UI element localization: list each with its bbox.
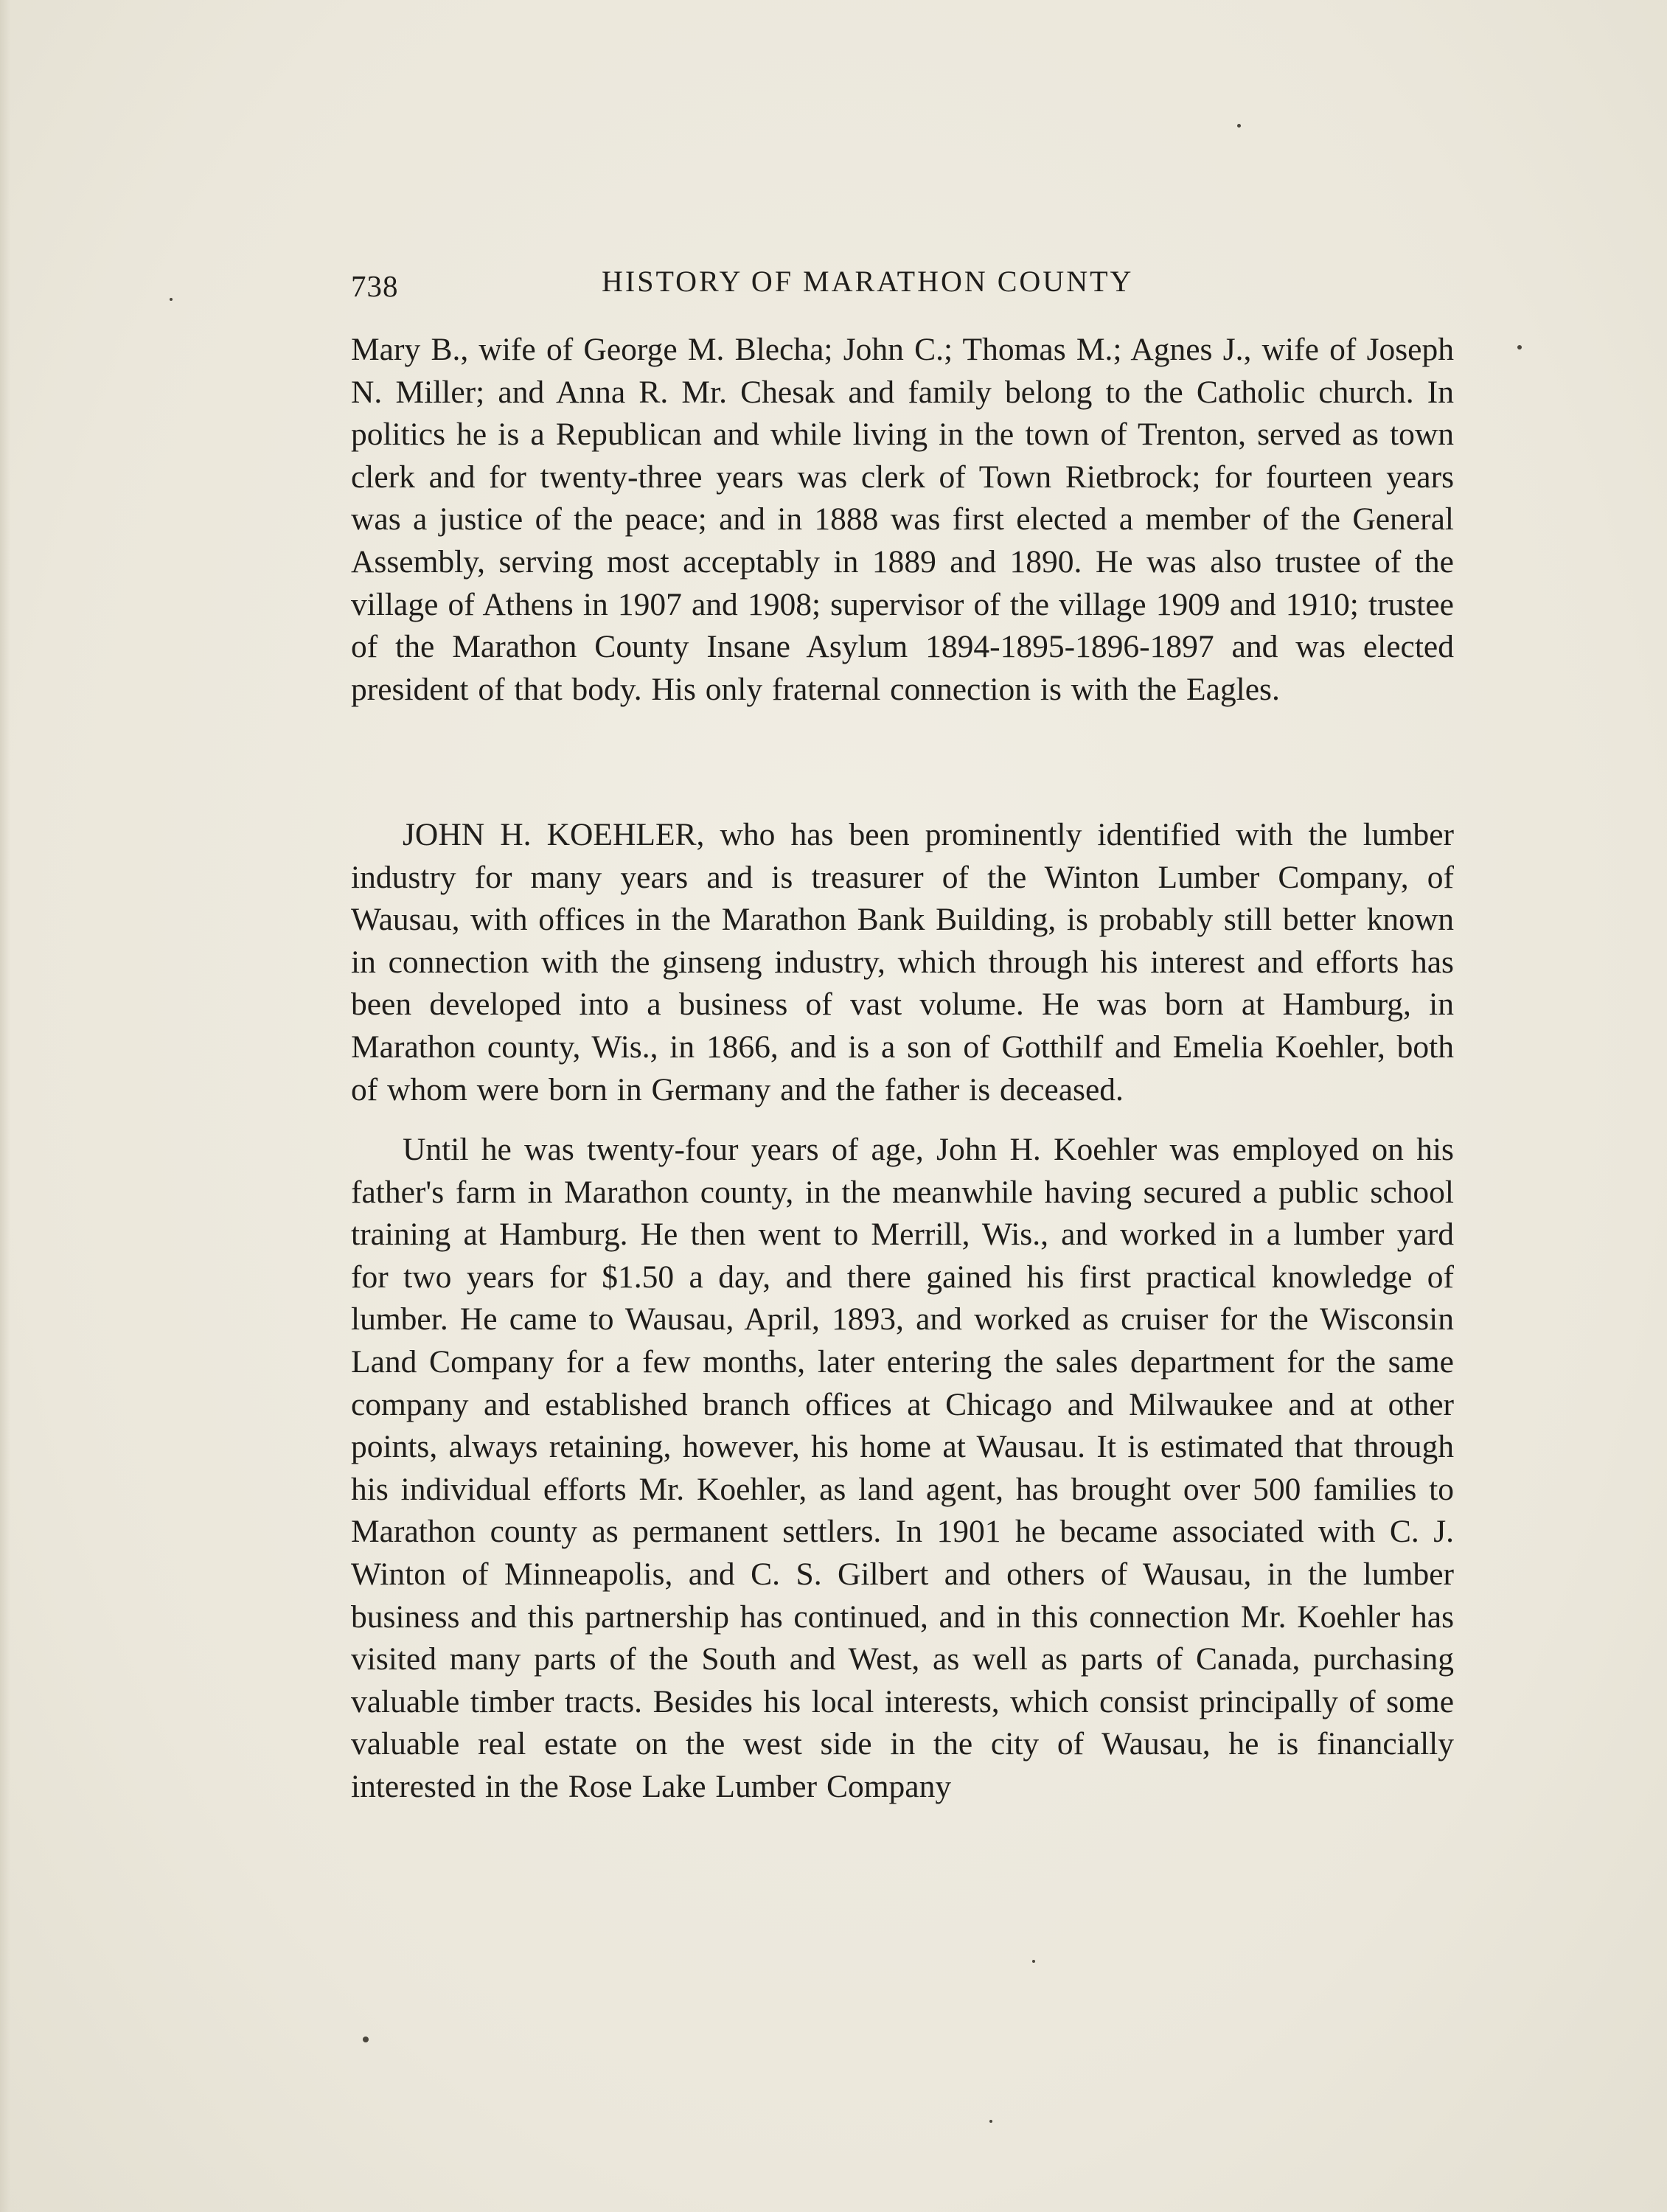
paper-speck [363, 2037, 369, 2042]
paper-speck [1032, 1960, 1035, 1963]
paragraph-koehler-intro [351, 814, 1454, 1111]
page-number: 738 [351, 269, 399, 303]
page-header [351, 264, 1454, 308]
paragraph-koehler-career [351, 1129, 1454, 1809]
running-title: HISTORY OF MARATHON COUNTY [602, 265, 1134, 298]
paragraph-text: Until he was twenty-four years of age, John H. Koehler was employed on his father's farm in Marathon county, in the meanwhile having secured a public school training at Hamburg. He then went to Merrill, Wis., and worked in a lumber yard for two years for $1.50 a day, and there gained his first practical knowledge of lumber. He came to Wausau, April, 1893, and worked as cruiser for the Wisconsin Land Company for a few months, later entering the sales department for the same company and established branch offices at Chicago and Milwaukee and at other points, always retaining, however, his home at Wausau. It is estimated that through his individual efforts Mr. Koehler, as land agent, has brought over 500 families to Marathon county as permanent settlers. In 1901 he became associated with C. J. Winton of Minneapolis, and C. S. Gilbert and others of Wausau, in the lumber business and this partnership has continued, and in this connection Mr. Koehler has visited many parts of the South and West, as well as parts of Canada, purchasing valuable timber tracts. Besides his local interests, which consist principally of some valuable real estate on the west side in the city of Wausau, he is financially interested in the Rose Lake Lumber Company [351, 1132, 1454, 1804]
page-edge-shadow [0, 0, 10, 2212]
paragraph-text: JOHN H. KOEHLER, who has been prominently identified with the lumber industry for many years and is treasurer of the Winton Lumber Company, of Wausau, with offices in the Marathon Bank Building, is probably still better known in connection with the ginseng industry, which through his interest and efforts has been developed into a business of vast volume. He was born at Hamburg, in Marathon county, Wis., in 1866, and is a son of Gotthilf and Emelia Koehler, both of whom were born in Germany and the father is deceased. [351, 817, 1454, 1107]
paragraph-text: Mary B., wife of George M. Blecha; John C.; Thomas M.; Agnes J., wife of Joseph N. Miller; and Anna R. Mr. Chesak and family belong to the Catholic church. In politics he is a Republican and while living in the town of Trenton, served as town clerk and for twenty-three years was clerk of Town Rietbrock; for fourteen years was a justice of the peace; and in 1888 was first elected a member of the General Assembly, serving most acceptably in 1889 and 1890. He was also trustee of the village of Athens in 1907 and 1908; supervisor of the village 1909 and 1910; trustee of the Marathon County Insane Asylum 1894-1895-1896-1897 and was elected president of that body. His only fraternal connection is with the Eagles. [351, 332, 1454, 707]
paragraph-chesak-continued [351, 329, 1454, 711]
paper-speck [1237, 124, 1241, 128]
paper-speck [170, 298, 173, 301]
paper-speck [1517, 345, 1522, 349]
paper-speck [989, 2120, 992, 2123]
